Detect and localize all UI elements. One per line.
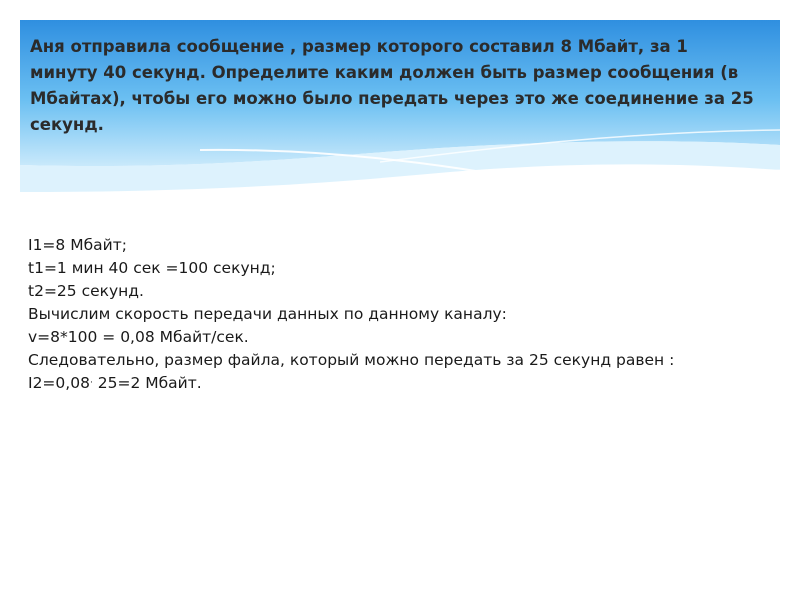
solution-line-6: Следовательно, размер файла, который можно передать за 25 секунд равен : bbox=[28, 351, 675, 369]
solution-line-7 bbox=[28, 372, 778, 395]
solution-line-3: t2=25 секунд. bbox=[28, 282, 144, 300]
solution-text bbox=[28, 234, 778, 395]
result-value: 25=2 Мбайт. bbox=[92, 374, 202, 392]
solution-line-1: I1=8 Мбайт; bbox=[28, 236, 127, 254]
solution-line-2: t1=1 мин 40 сек =100 секунд; bbox=[28, 259, 276, 277]
result-expression: I2=0,08 bbox=[28, 374, 90, 392]
solution-line-4: Вычислим скорость передачи данных по данному каналу: bbox=[28, 305, 507, 323]
slide-title: Аня отправила сообщение , размер которого составил 8 Мбайт, за 1 минуту 40 секунд. Определите каким должен быть размер сообщения (в Мбайтах), чтобы его можно было передать через это же соединение за 25 секунд. bbox=[30, 37, 754, 134]
multiplication-dot: · bbox=[89, 378, 93, 388]
solution-line-5: v=8*100 = 0,08 Мбайт/сек. bbox=[28, 328, 249, 346]
